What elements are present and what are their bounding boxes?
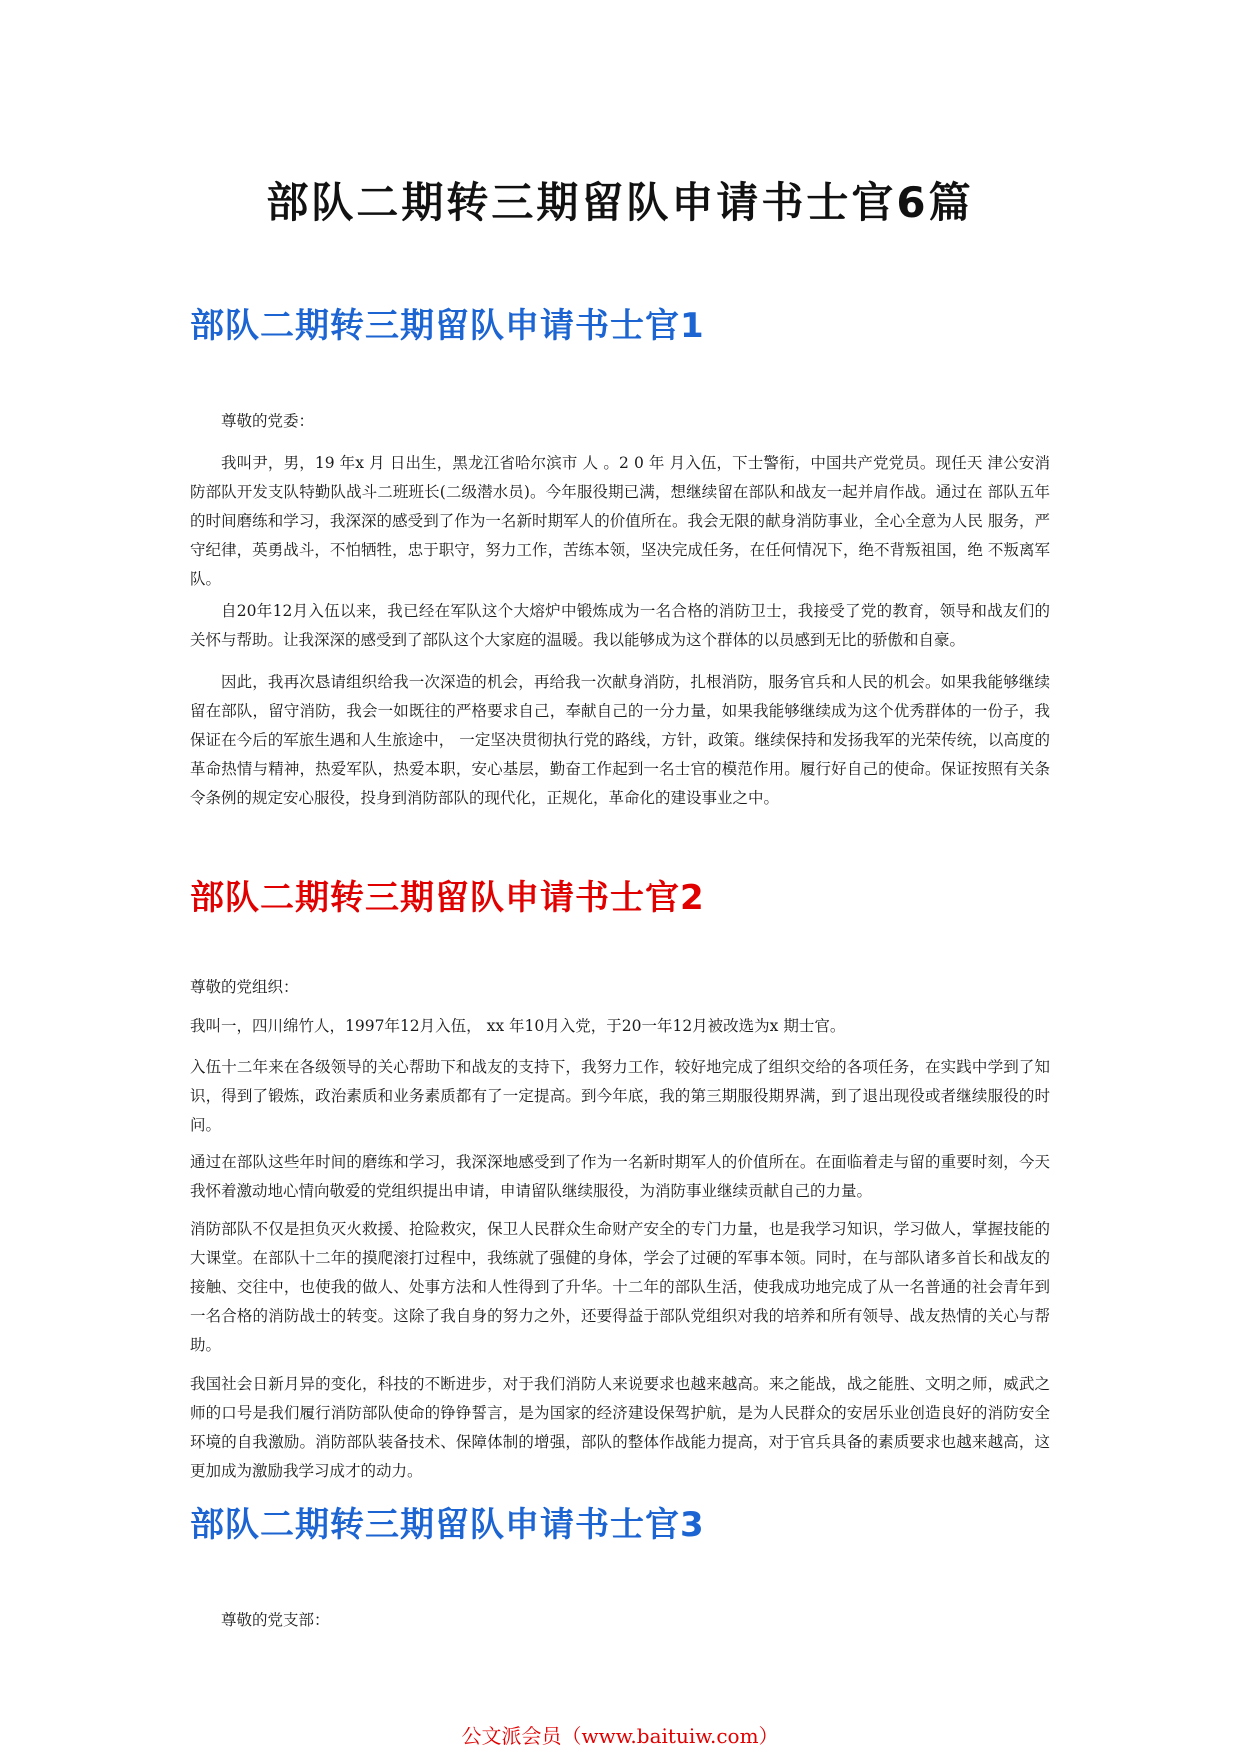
footer-watermark: 公文派会员（www.baituiw.com） [461,1724,779,1748]
section-3-salutation: 尊敬的党支部： [221,1611,330,1629]
section-1-title: 部队二期转三期留队申请书士官1 [190,306,705,346]
section-1-salutation: 尊敬的党委： [221,412,315,430]
section-2-paragraph-2: 入伍十二年来在各级领导的关心帮助下和战友的支持下，我努力工作，较好地完成了组织交给的各项任务，在实践中学到了知 识，得到了锻炼，政治素质和业务素质都有了一定提高。到今年底，我的第三期服役期界满，到了退出现役或者继续服役的时 问。 [190,1058,1050,1134]
section-1-paragraph-2: 自20年12月入伍以来，我已经在军队这个大熔炉中锻炼成为一名合格的消防卫士，我接受了党的教育，领导和战友们的 关怀与帮助。让我深深的感受到了部队这个大家庭的温暖。我以能够成为这个群体的以员感到无比的骄傲和自豪。 [190,602,1050,649]
section-2-salutation: 尊敬的党组织： [190,978,299,996]
section-2-paragraph-4: 消防部队不仅是担负灭火救援、抢险救灾，保卫人民群众生命财产安全的专门力量，也是我学习知识，学习做人，掌握技能的 大课堂。在部队十二年的摸爬滚打过程中，我练就了强健的身体，学会了过硬的军事本领。同时，在与部队诸多首长和战友的 接触、交往中，也使我的做人、处事方法和人性得到了升华。十二年的部队生活，使我成功地完成了从一名普通的社会青年到 一名合格的消防战士的转变。这除了我自身的努力之外，还要得益于部队党组织对我的培养和所有领导、战友热情的关心与帮 助。 [190,1220,1050,1354]
section-2-paragraph-3: 通过在部队这些年时间的磨练和学习，我深深地感受到了作为一名新时期军人的价值所在。在面临着走与留的重要时刻，今天 我怀着激动地心情向敬爱的党组织提出申请，申请留队继续服役，为消防事业继续贡献自己的力量。 [190,1153,1050,1200]
section-2-title: 部队二期转三期留队申请书士官2 [190,878,705,918]
section-2-paragraph-1: 我叫一，四川绵竹人，1997年12月入伍， xx 年10月入党，于20一年12月被改选为x 期士官。 [190,1017,846,1035]
section-2-paragraph-5: 我国社会日新月异的变化，科技的不断进步，对于我们消防人来说要求也越来越高。来之能战，战之能胜、文明之师，威武之 师的口号是我们履行消防部队使命的铮铮誓言，是为国家的经济建设保驾护航，是为人民群众的安居乐业创造良好的消防安全 环境的自我激励。消防部队装备技术、保障体制的增强，部队的整体作战能力提高，对于官兵具备的素质要求也越来越高，这 更加成为激励我学习成才的动力。 [190,1375,1050,1480]
section-3-title: 部队二期转三期留队申请书士官3 [190,1505,705,1545]
document-title: 部队二期转三期留队申请书士官6篇 [266,178,974,227]
section-1-paragraph-1: 我叫尹，男，19 年x 月 日出生，黑龙江省哈尔滨市 人 。2 0 年 月入伍，下士警衔，中国共产党党员。现任天 津公安消防部队开发支队特勤队战斗二班班长(二级潜水员)。今年服役期已满，想继续留在部队和战友一起并肩作战。通过在 部队五年的时间磨练和学习，我深深的感受到了作为一名新时期军人的价值所在。我会无限的献身消防事业，全心全意为人民 服务，严守纪律，英勇战斗，不怕牺牲，忠于职守，努力工作，苦练本领，坚决完成任务，在任何情况下，绝不背叛祖国，绝 不叛离军队。 [190,454,1050,588]
section-1-paragraph-3: 因此，我再次恳请组织给我一次深造的机会，再给我一次献身消防，扎根消防，服务官兵和人民的机会。如果我能够继续 留在部队，留守消防，我会一如既往的严格要求自己，奉献自己的一分力量，如果我能够继续成为这个优秀群体的一份子，我 保证在今后的军旅生遇和人生旅途中， 一定坚决贯彻执行党的路线，方针，政策。继续保持和发扬我军的光荣传统，以高度的 革命热情与精神，热爱军队，热爱本职，安心基层，勤奋工作起到一名士官的模范作用。履行好自己的使命。保证按照有关条 令条例的规定安心服役，投身到消防部队的现代化，正规化，革命化的建设事业之中。 [190,673,1050,807]
